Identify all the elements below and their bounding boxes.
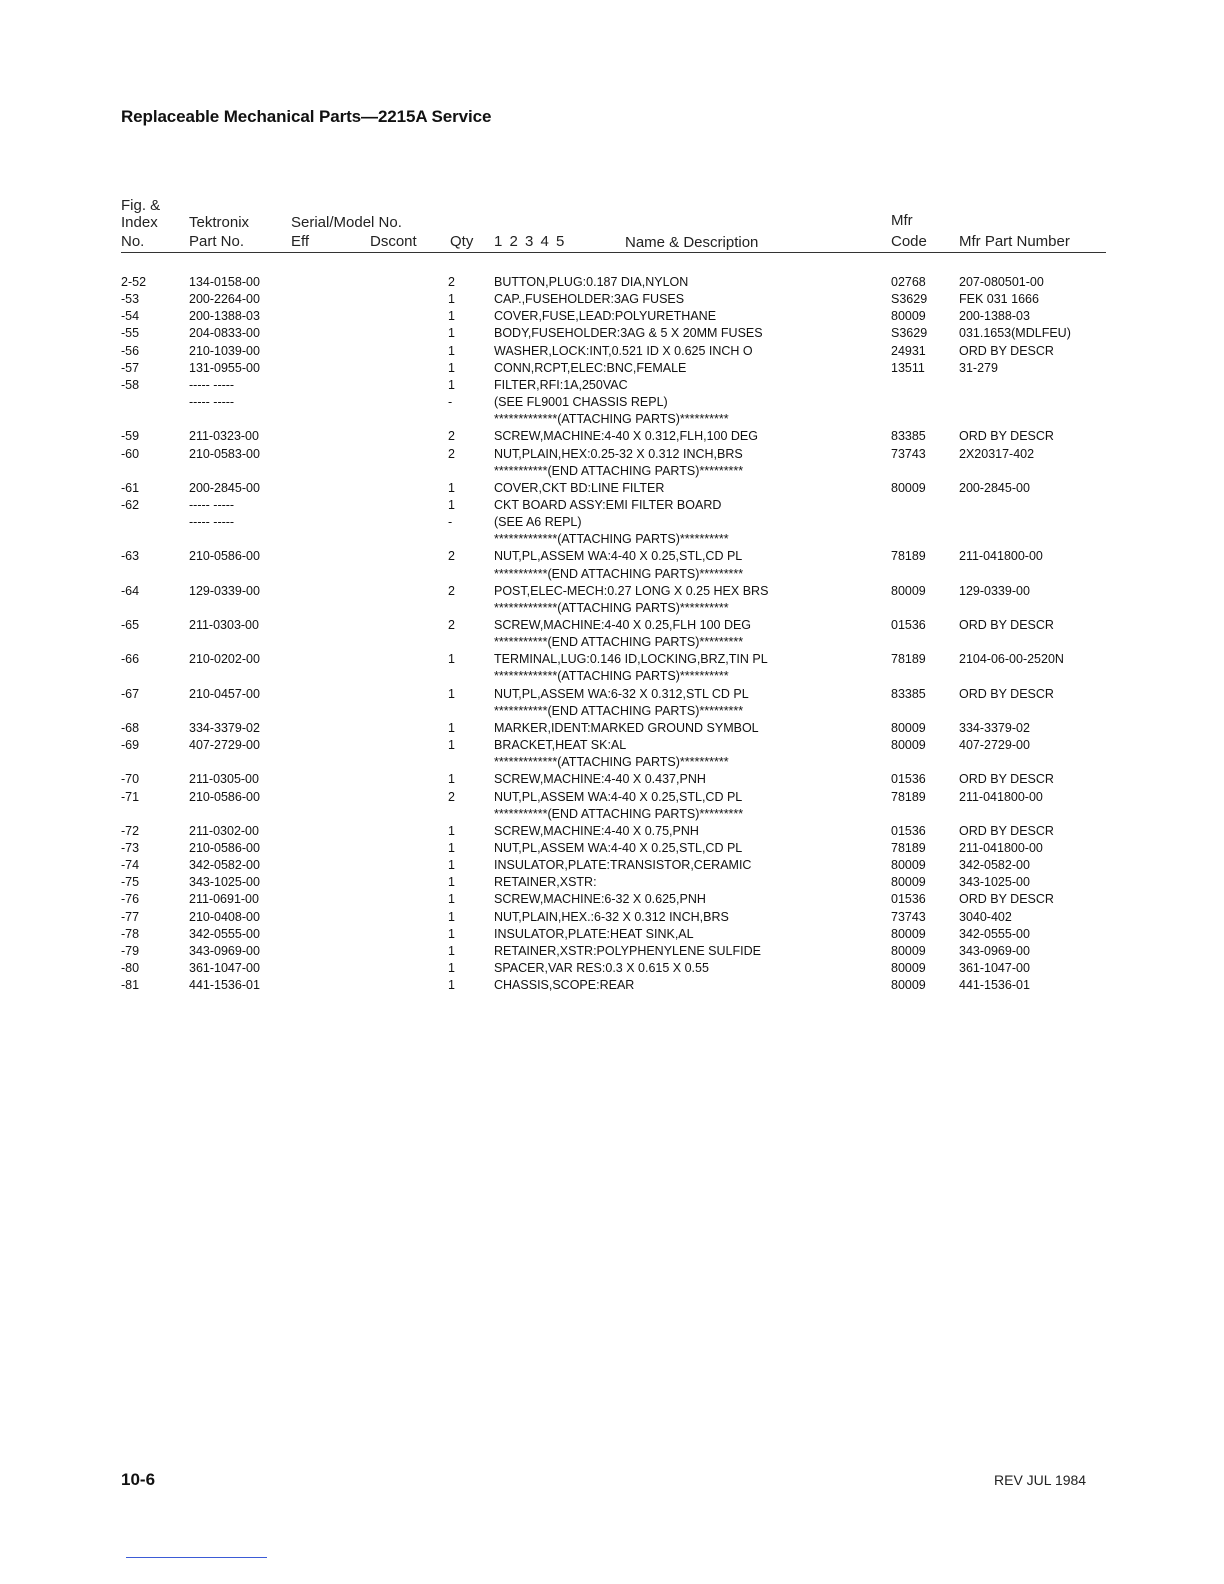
row-mfr-code: 73743 (891, 446, 926, 461)
row-mfr-part-number: 441-1536-01 (959, 978, 1030, 993)
col-dscont-label: Dscont (370, 233, 417, 250)
row-mfr-code: 01536 (891, 772, 926, 787)
row-qty: 1 (448, 858, 455, 873)
header-rule (121, 252, 1106, 253)
row-mfr-part-number: 2104-06-00-2520N (959, 652, 1064, 667)
row-part-no: 343-1025-00 (189, 875, 260, 890)
row-name-description: RETAINER,XSTR:POLYPHENYLENE SULFIDE (494, 943, 761, 958)
row-mfr-part-number: 3040-402 (959, 909, 1012, 924)
row-part-no: ----- ----- (189, 395, 235, 410)
row-mfr-part-number: ORD BY DESCR (959, 343, 1054, 358)
row-name-description: ***********(END ATTACHING PARTS)********* (494, 463, 744, 478)
row-name-description: COVER,CKT BD:LINE FILTER (494, 480, 665, 495)
row-name-description: CHASSIS,SCOPE:REAR (494, 978, 635, 993)
row-name-description: CKT BOARD ASSY:EMI FILTER BOARD (494, 497, 722, 512)
row-mfr-code: 78189 (891, 789, 926, 804)
col-qty-label: Qty (450, 233, 474, 250)
row-mfr-code: 73743 (891, 909, 926, 924)
row-index: -71 (121, 789, 140, 804)
row-qty: 2 (448, 429, 455, 444)
row-name-description: INSULATOR,PLATE:HEAT SINK,AL (494, 926, 694, 941)
row-index: -62 (121, 497, 140, 512)
row-index: -58 (121, 377, 140, 392)
row-part-no: 334-3379-02 (189, 720, 260, 735)
col-no-label: No. (121, 233, 145, 250)
row-mfr-code: 80009 (891, 738, 926, 753)
row-mfr-code: S3629 (891, 326, 928, 341)
row-name-description: SCREW,MACHINE:4-40 X 0.437,PNH (494, 772, 706, 787)
row-mfr-code: 01536 (891, 618, 926, 632)
row-mfr-code: 80009 (891, 926, 926, 941)
row-name-description: SCREW,MACHINE:4-40 X 0.75,PNH (494, 823, 699, 838)
row-qty: 1 (448, 892, 455, 907)
row-qty: 1 (448, 840, 455, 855)
row-part-no: 211-0302-00 (189, 823, 259, 838)
row-index: -75 (121, 875, 140, 890)
row-index: -72 (121, 823, 140, 838)
col-part-no-label: Part No. (189, 233, 245, 250)
row-qty: 1 (448, 497, 455, 512)
row-name-description: TERMINAL,LUG:0.146 ID,LOCKING,BRZ,TIN PL (494, 652, 768, 667)
col-tektronix-label: Tektronix (189, 214, 250, 231)
row-qty: 1 (448, 652, 455, 667)
row-name-description: BODY,FUSEHOLDER:3AG & 5 X 20MM FUSES (494, 326, 763, 341)
row-mfr-code: 02768 (891, 275, 926, 289)
row-part-no: ----- ----- (189, 497, 235, 512)
row-index: -60 (121, 446, 140, 461)
row-mfr-code: 78189 (891, 840, 926, 855)
row-mfr-part-number: 31-279 (959, 360, 998, 375)
row-name-description: SPACER,VAR RES:0.3 X 0.615 X 0.55 (494, 961, 709, 975)
row-mfr-code: 13511 (891, 360, 925, 375)
row-name-description: ***********(END ATTACHING PARTS)********* (494, 635, 744, 650)
row-part-no: 210-0457-00 (189, 686, 260, 701)
row-mfr-code: 80009 (891, 480, 926, 495)
row-mfr-code: 80009 (891, 583, 926, 598)
row-mfr-code: 80009 (891, 978, 926, 993)
row-mfr-part-number: FEK 031 1666 (959, 292, 1039, 307)
row-mfr-part-number: 407-2729-00 (959, 738, 1030, 753)
row-name-description: SCREW,MACHINE:4-40 X 0.312,FLH,100 DEG (494, 429, 758, 444)
row-part-no: ----- ----- (189, 377, 235, 392)
row-mfr-part-number: ORD BY DESCR (959, 772, 1054, 787)
col-fig-label: Fig. & (121, 197, 161, 214)
page-title: Replaceable Mechanical Parts—2215A Service (121, 107, 492, 126)
row-qty: 1 (448, 926, 455, 941)
row-part-no: 211-0691-00 (189, 892, 259, 907)
row-mfr-code: 80009 (891, 961, 926, 975)
row-mfr-part-number: 200-1388-03 (959, 309, 1030, 324)
row-name-description: *************(ATTACHING PARTS)********** (494, 532, 729, 547)
row-part-no: 129-0339-00 (189, 583, 260, 598)
row-part-no: 361-1047-00 (189, 961, 260, 975)
row-name-description: NUT,PL,ASSEM WA:4-40 X 0.25,STL,CD PL (494, 840, 743, 855)
row-part-no: 441-1536-01 (189, 978, 260, 993)
col-mfr-part-number-label: Mfr Part Number (959, 233, 1070, 250)
page-number: 10-6 (121, 1470, 156, 1489)
row-qty: 1 (448, 343, 455, 358)
row-mfr-code: 80009 (891, 943, 926, 958)
row-mfr-code: 80009 (891, 309, 926, 324)
row-part-no: 407-2729-00 (189, 738, 260, 753)
row-index: -80 (121, 961, 140, 975)
row-name-description: *************(ATTACHING PARTS)********** (494, 755, 729, 770)
col-indent-label: 1 2 3 4 5 (494, 233, 565, 250)
row-index: -59 (121, 429, 140, 444)
row-qty: 1 (448, 326, 455, 341)
row-mfr-code: 01536 (891, 823, 926, 838)
row-qty: 2 (448, 446, 455, 461)
row-mfr-code: 83385 (891, 429, 926, 444)
col-code-label: Code (891, 233, 927, 250)
row-part-no: 210-0586-00 (189, 840, 260, 855)
row-mfr-code: 80009 (891, 875, 926, 890)
row-name-description: NUT,PL,ASSEM WA:4-40 X 0.25,STL,CD PL (494, 789, 743, 804)
row-index: -76 (121, 892, 140, 907)
row-mfr-code: 01536 (891, 892, 926, 907)
row-part-no: 342-0555-00 (189, 926, 260, 941)
row-qty: 2 (448, 549, 455, 564)
row-part-no: 211-0323-00 (189, 429, 259, 444)
row-index: -68 (121, 720, 140, 735)
row-qty: 1 (448, 978, 455, 993)
row-mfr-code: 78189 (891, 549, 926, 564)
row-qty: 1 (448, 292, 455, 307)
row-part-no: 200-2845-00 (189, 480, 260, 495)
row-mfr-part-number: ORD BY DESCR (959, 429, 1054, 444)
col-name-desc-label: Name & Description (625, 234, 759, 251)
row-part-no: 343-0969-00 (189, 943, 260, 958)
row-mfr-part-number: ORD BY DESCR (959, 618, 1054, 632)
row-part-no: 211-0303-00 (189, 618, 259, 632)
row-name-description: SCREW,MACHINE:4-40 X 0.25,FLH 100 DEG (494, 618, 752, 632)
row-name-description: BRACKET,HEAT SK:AL (494, 738, 627, 753)
row-name-description: ***********(END ATTACHING PARTS)********* (494, 703, 744, 718)
row-name-description: INSULATOR,PLATE:TRANSISTOR,CERAMIC (494, 858, 752, 873)
revision-date: REV JUL 1984 (994, 1472, 1087, 1488)
row-qty: 2 (448, 618, 455, 632)
row-mfr-part-number: 211-041800-00 (959, 840, 1043, 855)
row-mfr-part-number: ORD BY DESCR (959, 686, 1054, 701)
row-name-description: (SEE FL9001 CHASSIS REPL) (494, 395, 668, 410)
row-qty: - (448, 515, 453, 530)
col-index-label: Index (121, 214, 158, 231)
row-name-description: NUT,PL,ASSEM WA:4-40 X 0.25,STL,CD PL (494, 549, 743, 564)
row-name-description: *************(ATTACHING PARTS)********** (494, 412, 729, 427)
row-index: -77 (121, 909, 140, 924)
row-qty: 1 (448, 309, 455, 324)
row-mfr-part-number: 343-0969-00 (959, 943, 1030, 958)
row-index: -63 (121, 549, 140, 564)
row-name-description: NUT,PL,ASSEM WA:6-32 X 0.312,STL CD PL (494, 686, 749, 701)
row-part-no: 200-1388-03 (189, 309, 260, 324)
row-mfr-part-number: 342-0555-00 (959, 926, 1030, 941)
row-name-description: *************(ATTACHING PARTS)********** (494, 600, 729, 615)
row-name-description: NUT,PLAIN,HEX.:6-32 X 0.312 INCH,BRS (494, 909, 729, 924)
row-part-no: 210-0408-00 (189, 909, 260, 924)
row-part-no: 134-0158-00 (189, 275, 260, 289)
row-qty: 1 (448, 909, 455, 924)
row-qty: 1 (448, 480, 455, 495)
row-qty: 2 (448, 275, 455, 289)
row-qty: 1 (448, 360, 455, 375)
row-part-no: 210-0586-00 (189, 789, 260, 804)
row-name-description: CAP.,FUSEHOLDER:3AG FUSES (494, 292, 685, 307)
row-mfr-part-number: 211-041800-00 (959, 549, 1043, 564)
row-name-description: ***********(END ATTACHING PARTS)********* (494, 806, 744, 821)
row-part-no: 131-0955-00 (189, 360, 260, 375)
row-index: -66 (121, 652, 140, 667)
row-qty: 1 (448, 686, 455, 701)
row-part-no: 211-0305-00 (189, 772, 259, 787)
row-mfr-part-number: 207-080501-00 (959, 275, 1044, 289)
row-index: -57 (121, 360, 140, 375)
row-index: -54 (121, 309, 140, 324)
col-eff-label: Eff (291, 233, 310, 250)
row-qty: 1 (448, 377, 455, 392)
row-name-description: WASHER,LOCK:INT,0.521 ID X 0.625 INCH O (494, 343, 753, 358)
row-index: -55 (121, 326, 140, 341)
row-index: -74 (121, 858, 140, 873)
row-name-description: (SEE A6 REPL) (494, 515, 582, 530)
row-index: -70 (121, 772, 140, 787)
col-mfr-label: Mfr (891, 212, 913, 229)
row-index: -81 (121, 978, 140, 993)
row-mfr-part-number: ORD BY DESCR (959, 823, 1054, 838)
row-name-description: ***********(END ATTACHING PARTS)********* (494, 566, 744, 581)
link-underline (126, 1557, 267, 1558)
row-part-no: 210-0583-00 (189, 446, 260, 461)
row-part-no: ----- ----- (189, 515, 235, 530)
row-qty: 1 (448, 738, 455, 753)
row-mfr-part-number: 334-3379-02 (959, 720, 1030, 735)
row-index: -56 (121, 343, 140, 358)
row-qty: 1 (448, 875, 455, 890)
row-mfr-code: 80009 (891, 720, 926, 735)
row-index: -69 (121, 738, 140, 753)
row-mfr-code: 80009 (891, 858, 926, 873)
row-qty: 1 (448, 961, 455, 975)
row-index: -53 (121, 292, 140, 307)
row-mfr-part-number: 129-0339-00 (959, 583, 1030, 598)
row-mfr-part-number: 031.1653(MDLFEU) (959, 326, 1071, 341)
row-part-no: 210-1039-00 (189, 343, 260, 358)
row-name-description: MARKER,IDENT:MARKED GROUND SYMBOL (494, 720, 759, 735)
row-part-no: 210-0586-00 (189, 549, 260, 564)
row-mfr-part-number: 342-0582-00 (959, 858, 1030, 873)
row-name-description: SCREW,MACHINE:6-32 X 0.625,PNH (494, 892, 706, 907)
row-qty: 1 (448, 943, 455, 958)
row-mfr-code: 78189 (891, 652, 926, 667)
row-qty: 1 (448, 720, 455, 735)
row-index: -64 (121, 583, 140, 598)
row-mfr-code: 24931 (891, 343, 926, 358)
row-part-no: 210-0202-00 (189, 652, 260, 667)
row-part-no: 204-0833-00 (189, 326, 260, 341)
row-part-no: 200-2264-00 (189, 292, 260, 307)
row-index: -65 (121, 618, 140, 632)
row-qty: 1 (448, 823, 455, 838)
row-name-description: POST,ELEC-MECH:0.27 LONG X 0.25 HEX BRS (494, 583, 769, 598)
row-index: -78 (121, 926, 140, 941)
row-qty: - (448, 395, 453, 410)
row-mfr-part-number: 2X20317-402 (959, 446, 1035, 461)
row-name-description: RETAINER,XSTR: (494, 875, 597, 890)
row-index: 2-52 (121, 275, 147, 289)
row-name-description: FILTER,RFI:1A,250VAC (494, 377, 628, 392)
row-index: -67 (121, 686, 140, 701)
row-name-description: CONN,RCPT,ELEC:BNC,FEMALE (494, 360, 687, 375)
col-serial-model-label: Serial/Model No. (291, 214, 402, 231)
row-mfr-code: 83385 (891, 686, 926, 701)
row-qty: 2 (448, 789, 455, 804)
row-mfr-part-number: 200-2845-00 (959, 480, 1030, 495)
row-part-no: 342-0582-00 (189, 858, 260, 873)
row-mfr-part-number: 211-041800-00 (959, 789, 1043, 804)
row-name-description: NUT,PLAIN,HEX:0.25-32 X 0.312 INCH,BRS (494, 446, 743, 461)
row-index: -61 (121, 480, 140, 495)
row-mfr-part-number: ORD BY DESCR (959, 892, 1054, 907)
row-qty: 2 (448, 583, 455, 598)
row-mfr-part-number: 361-1047-00 (959, 961, 1030, 975)
row-name-description: COVER,FUSE,LEAD:POLYURETHANE (494, 309, 717, 324)
row-mfr-code: S3629 (891, 292, 928, 307)
row-name-description: BUTTON,PLUG:0.187 DIA,NYLON (494, 275, 689, 289)
row-mfr-part-number: 343-1025-00 (959, 875, 1030, 890)
row-name-description: *************(ATTACHING PARTS)********** (494, 669, 729, 684)
row-index: -79 (121, 943, 140, 958)
row-qty: 1 (448, 772, 455, 787)
row-index: -73 (121, 840, 140, 855)
